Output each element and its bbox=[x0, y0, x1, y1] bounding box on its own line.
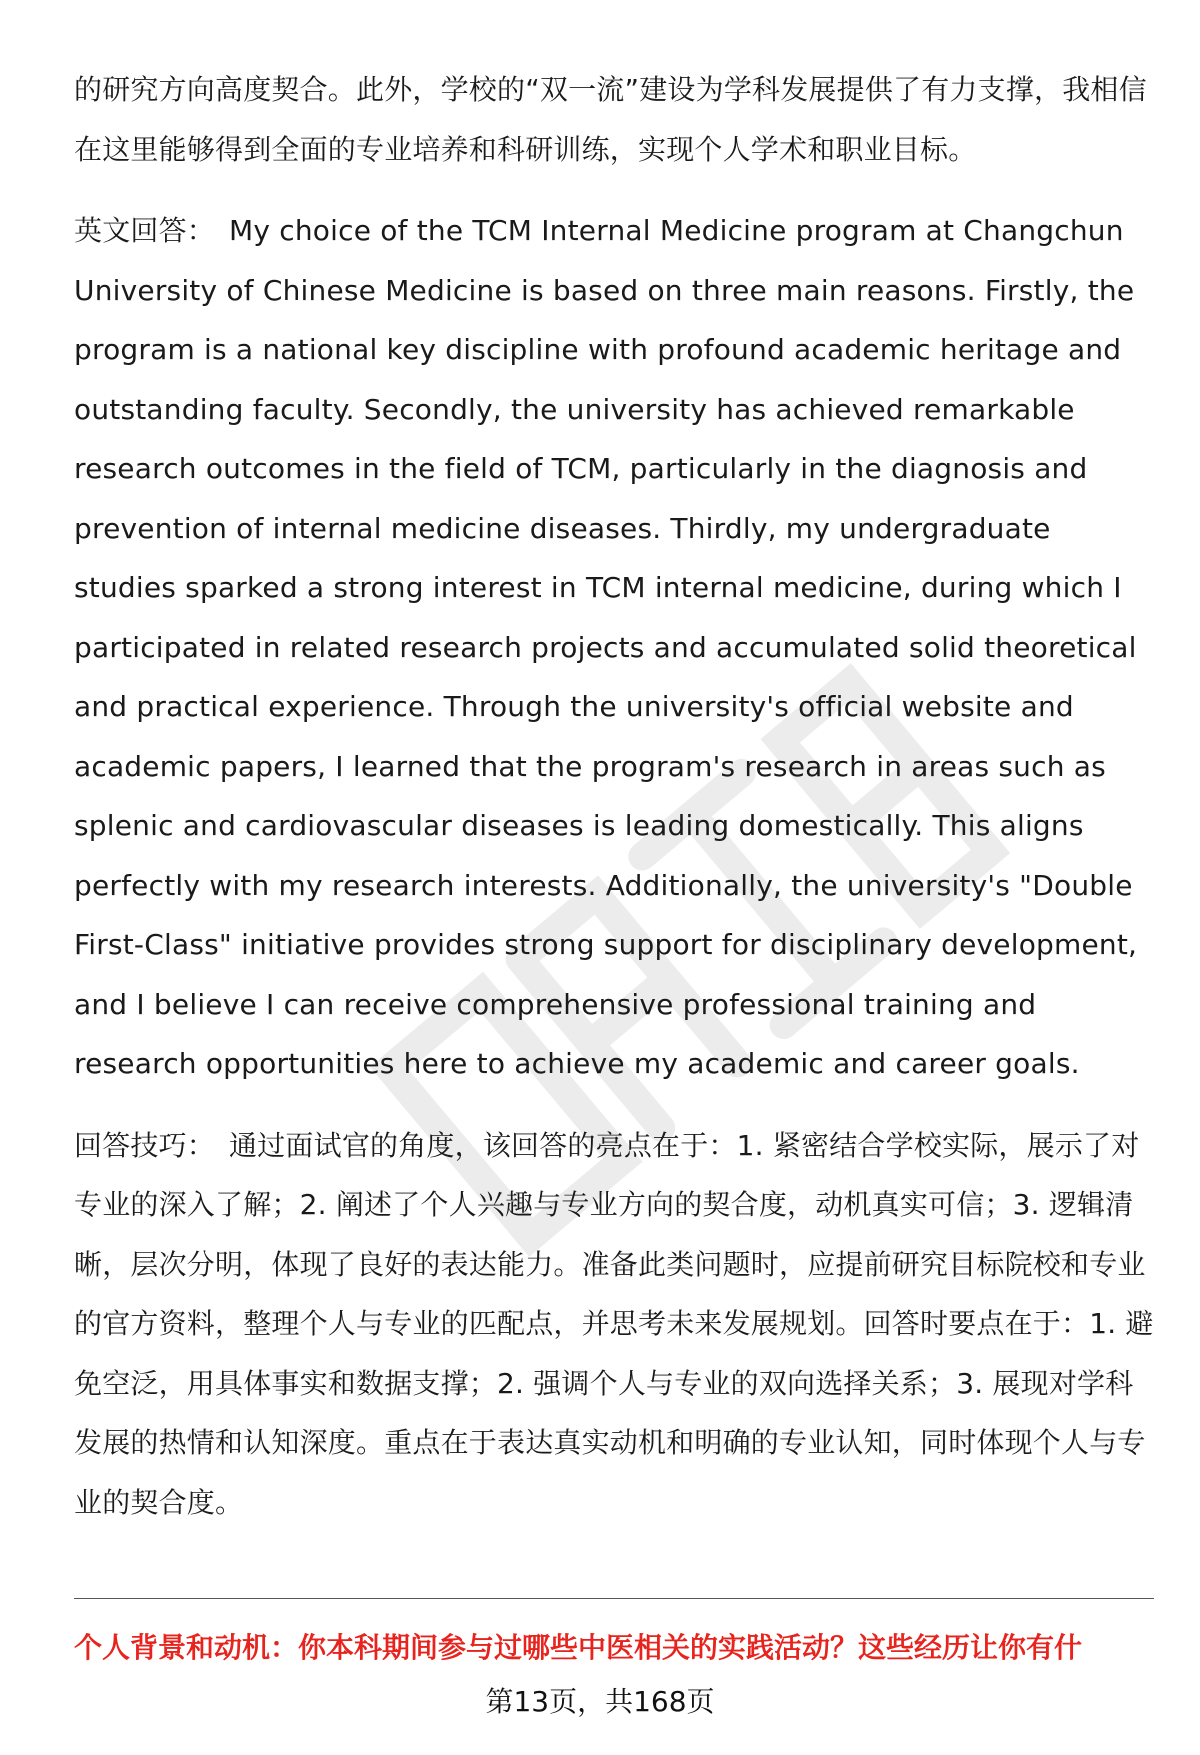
english-answer-label: 英文回答： bbox=[74, 214, 216, 247]
page-number: 第13页，共168页 bbox=[485, 1685, 715, 1718]
next-question-heading: 个人背景和动机：你本科期间参与过哪些中医相关的实践活动？这些经历让你有什 bbox=[74, 1631, 1083, 1664]
continuation-text: 的研究方向高度契合。此外，学校的“双一流”建设为学科发展提供了有力支撑，我相信在这里能够得到全面的专业培养和科研训练，实现个人学术和职业目标。 bbox=[74, 73, 1147, 166]
answer-tips-text: 通过面试官的角度，该回答的亮点在于：1. 紧密结合学校实际，展示了对专业的深入了解；2. 阐述了个人兴趣与专业方向的契合度，动机真实可信；3. 逻辑清晰，层次分明，体现了良好的表达能力。准备此类问题时，应提前研究目标院校和专业的官方资料，整理个人与专业的匹配点，并思考未来发展规划。回答时要点在于：1. 避免空泛，用具体事实和数据支撑；2. 强调个人与专业的双向选择关系；3. 展现对学科发展的热情和认知深度。重点在于表达真实动机和明确的专业认知，同时体现个人与专业的契合度。 bbox=[74, 1128, 1154, 1519]
section-divider bbox=[74, 1598, 1154, 1599]
document-body bbox=[74, 60, 1154, 1532]
answer-tips-section bbox=[74, 1116, 1154, 1533]
english-answer-text: My choice of the TCM Internal Medicine program at Changchun University of Chinese Medicine is based on three main reasons. Firstly, the program is a national key discipline with profound academic heritage and outstanding faculty. Secondly, the university has achieved remarkable research outcomes in the field of TCM, particularly in the diagnosis and prevention of internal medicine diseases. Thirdly, my undergraduate studies sparked a strong interest in TCM internal medicine, during which I participated in related research projects and accumulated solid theoretical and practical experience. Through the university's official website and academic papers, I learned that the program's research in areas such as splenic and cardiovascular diseases is leading domestically. This aligns perfectly with my research interests. Additionally, the university's "Double First-Class" initiative provides strong support for disciplinary development, and I believe I can receive comprehensive professional training and research opportunities here to achieve my academic and career goals. bbox=[74, 214, 1138, 1080]
english-answer-section bbox=[74, 201, 1154, 1094]
answer-tips-label: 回答技巧： bbox=[74, 1128, 216, 1162]
chinese-answer-continuation bbox=[74, 60, 1154, 179]
